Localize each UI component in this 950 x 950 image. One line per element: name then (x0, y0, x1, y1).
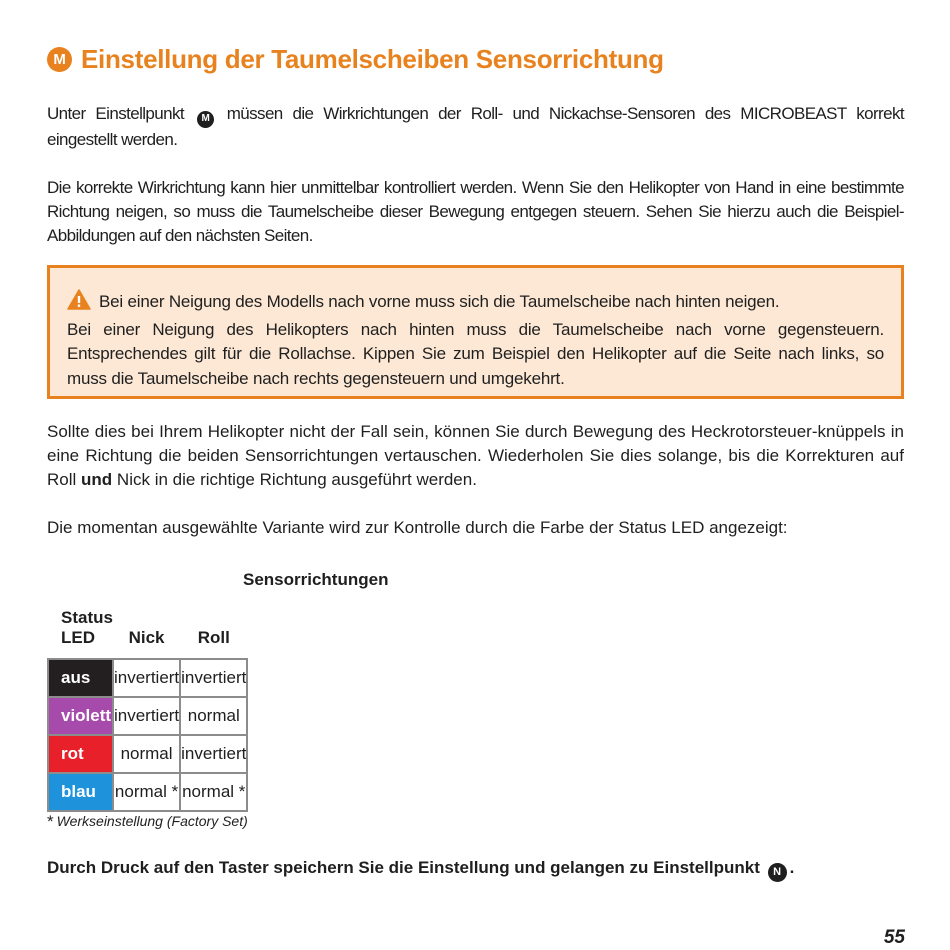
swap-text-1: Sollte dies bei Ihrem Helikopter nicht der Fall sein, können Sie durch Bewegung des Heckrotorsteuer-knüppels in eine Richtung die beiden Sensorrichtungen vertauschen. Wiederholen Sie dies solange, bis die Korrekturen auf Roll (47, 422, 904, 489)
page-number: 55 (883, 927, 905, 948)
intro-text-start: Unter Einstellpunkt (47, 104, 185, 123)
step-badge-inline: M (197, 111, 214, 128)
nick-cell: invertiert (113, 697, 180, 735)
footnote-text: Werkseinstellung (Factory Set) (56, 813, 248, 829)
warning-note-rest: Bei einer Neigung des Helikopters nach hinten muss die Taumelscheibe nach vorne gegensteuern. Entsprechendes gilt für die Rollachse. Kippen Sie zum Beispiel den Helikopter auf die Seite nach links, so muss die Taumelscheibe nach rechts gegensteuern und umgekehrt. (67, 319, 884, 388)
table-group-header: Sensorrichtungen (243, 570, 389, 589)
warning-note-first-line (67, 289, 884, 318)
footnote-marker: * (47, 812, 54, 831)
sensor-direction-table (47, 608, 248, 812)
led-color-cell: violett (48, 697, 113, 735)
roll-cell: normal (180, 697, 247, 735)
save-instruction-text: Durch Druck auf den Taster speichern Sie die Einstellung und gelangen zu Einstellpunkt (47, 858, 760, 877)
nick-cell: normal * (113, 773, 180, 811)
table-row (48, 697, 247, 735)
section-title (47, 44, 664, 75)
step-badge-next: N (768, 863, 787, 882)
nick-cell: invertiert (113, 659, 180, 697)
save-instruction (47, 858, 794, 882)
column-header-status-led: Status LED (61, 608, 113, 647)
table-row (48, 773, 247, 811)
led-color-cell: rot (48, 735, 113, 773)
led-color-cell: aus (48, 659, 113, 697)
swap-paragraph (47, 420, 904, 492)
warning-note-box (47, 265, 904, 399)
intro-paragraph (47, 102, 904, 152)
led-info-paragraph: Die momentan ausgewählte Variante wird zur Kontrolle durch die Farbe der Status LED angezeigt: (47, 518, 788, 537)
save-instruction-end: . (789, 858, 795, 877)
table-row (48, 659, 247, 697)
section-title-text: Einstellung der Taumelscheiben Sensorrichtung (81, 44, 664, 74)
direction-paragraph: Die korrekte Wirkrichtung kann hier unmittelbar kontrolliert werden. Wenn Sie den Helikopter von Hand in eine bestimmte Richtung neigen, so muss die Taumelscheibe dieser Bewegung entgegen steuern. Sehen Sie hierzu auch die Beispiel-Abbildungen auf den nächsten Seiten. (47, 178, 904, 245)
roll-cell: invertiert (180, 735, 247, 773)
roll-cell: normal * (180, 773, 247, 811)
step-badge: M (47, 47, 72, 72)
nick-cell: normal (113, 735, 180, 773)
swap-text-2: Nick in die richtige Richtung ausgeführt werden. (116, 470, 477, 489)
warning-note-text-1: Bei einer Neigung des Modells nach vorne muss sich die Taumelscheibe nach hinten neigen. (99, 292, 780, 311)
warning-triangle-icon (67, 289, 91, 318)
column-header-roll: Roll (197, 628, 230, 647)
table-header-row (48, 608, 247, 659)
column-header-nick: Nick (128, 628, 165, 647)
footnote (47, 812, 248, 832)
table-row (48, 735, 247, 773)
roll-cell: invertiert (180, 659, 247, 697)
intro-text-end: müssen die Wirkrichtungen der Roll- und Nickachse-Sensoren des MICROBEAST korrekt eingestellt werden. (47, 104, 904, 149)
swap-bold-word: und (81, 470, 113, 489)
led-color-cell: blau (48, 773, 113, 811)
